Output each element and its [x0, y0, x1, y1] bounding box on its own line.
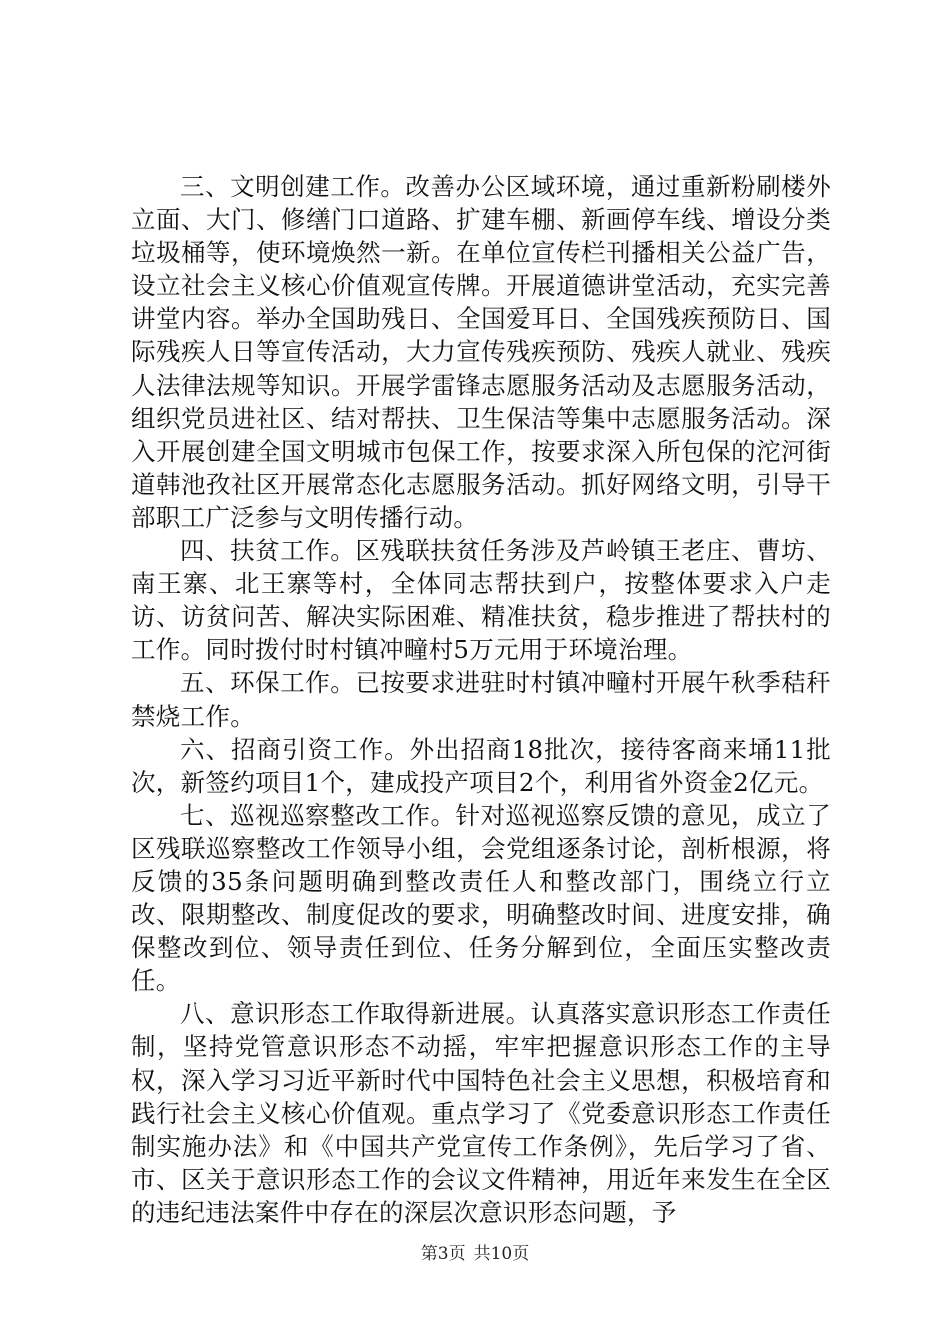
paragraph-poverty-alleviation: 四、扶贫工作。区残联扶贫任务涉及芦岭镇王老庄、曹坊、南王寨、北王寨等村，全体同志帮扶到户，按整体要求入户走访、访贫问苦、解决实际困难、精准扶贫，稳步推进了帮扶村的工作。同时拨付时村镇冲疃村5万元用于环境治理。	[131, 536, 831, 665]
paragraph-investment: 六、招商引资工作。外出招商18批次，接待客商来埇11批次，新签约项目1个，建成投产项目2个，利用省外资金2亿元。	[131, 734, 831, 797]
page-number: 第3页	[420, 1244, 466, 1264]
paragraph-civilization: 三、文明创建工作。改善办公区域环境，通过重新粉刷楼外立面、大门、修缮门口道路、扩建车棚、新画停车线、增设分类垃圾桶等，使环境焕然一新。在单位宣传栏刊播相关公益广告，设立社会主义核心价值观宣传牌。开展道德讲堂活动，充实完善讲堂内容。举办全国助残日、全国爱耳日、全国残疾预防日、国际残疾人日等宣传活动，大力宣传残疾预防、残疾人就业、残疾人法律法规等知识。开展学雷锋志愿服务活动及志愿服务活动，组织党员进社区、结对帮扶、卫生保洁等集中志愿服务活动。深入开展创建全国文明城市包保工作，按要求深入所包保的沱河街道韩池孜社区开展常态化志愿服务活动。抓好网络文明，引导干部职工广泛参与文明传播行动。	[131, 172, 831, 532]
page-total: 共10页	[473, 1244, 530, 1264]
paragraph-inspection-rectification: 七、巡视巡察整改工作。针对巡视巡察反馈的意见，成立了区残联巡察整改工作领导小组，会党组逐条讨论，剖析根源，将反馈的35条问题明确到整改责任人和整改部门，围绕立行立改、限期整改、制度促改的要求，明确整改时间、进度安排，确保整改到位、领导责任到位、任务分解到位，全面压实整改责任。	[131, 800, 831, 996]
paragraph-environmental: 五、环保工作。已按要求进驻时村镇冲疃村开展午秋季秸秆禁烧工作。	[131, 668, 831, 731]
page-footer	[0, 1243, 950, 1265]
document-body	[131, 170, 831, 1229]
paragraph-ideology: 八、意识形态工作取得新进展。认真落实意识形态工作责任制，坚持党管意识形态不动摇，牢牢把握意识形态工作的主导权，深入学习习近平新时代中国特色社会主义思想，积极培育和践行社会主义核心价值观。重点学习了《党委意识形态工作责任制实施办法》和《中国共产党宣传工作条例》，先后学习了省、市、区关于意识形态工作的会议文件精神，用近年来发生在全区的违纪违法案件中存在的深层次意识形态问题，予	[131, 999, 831, 1227]
